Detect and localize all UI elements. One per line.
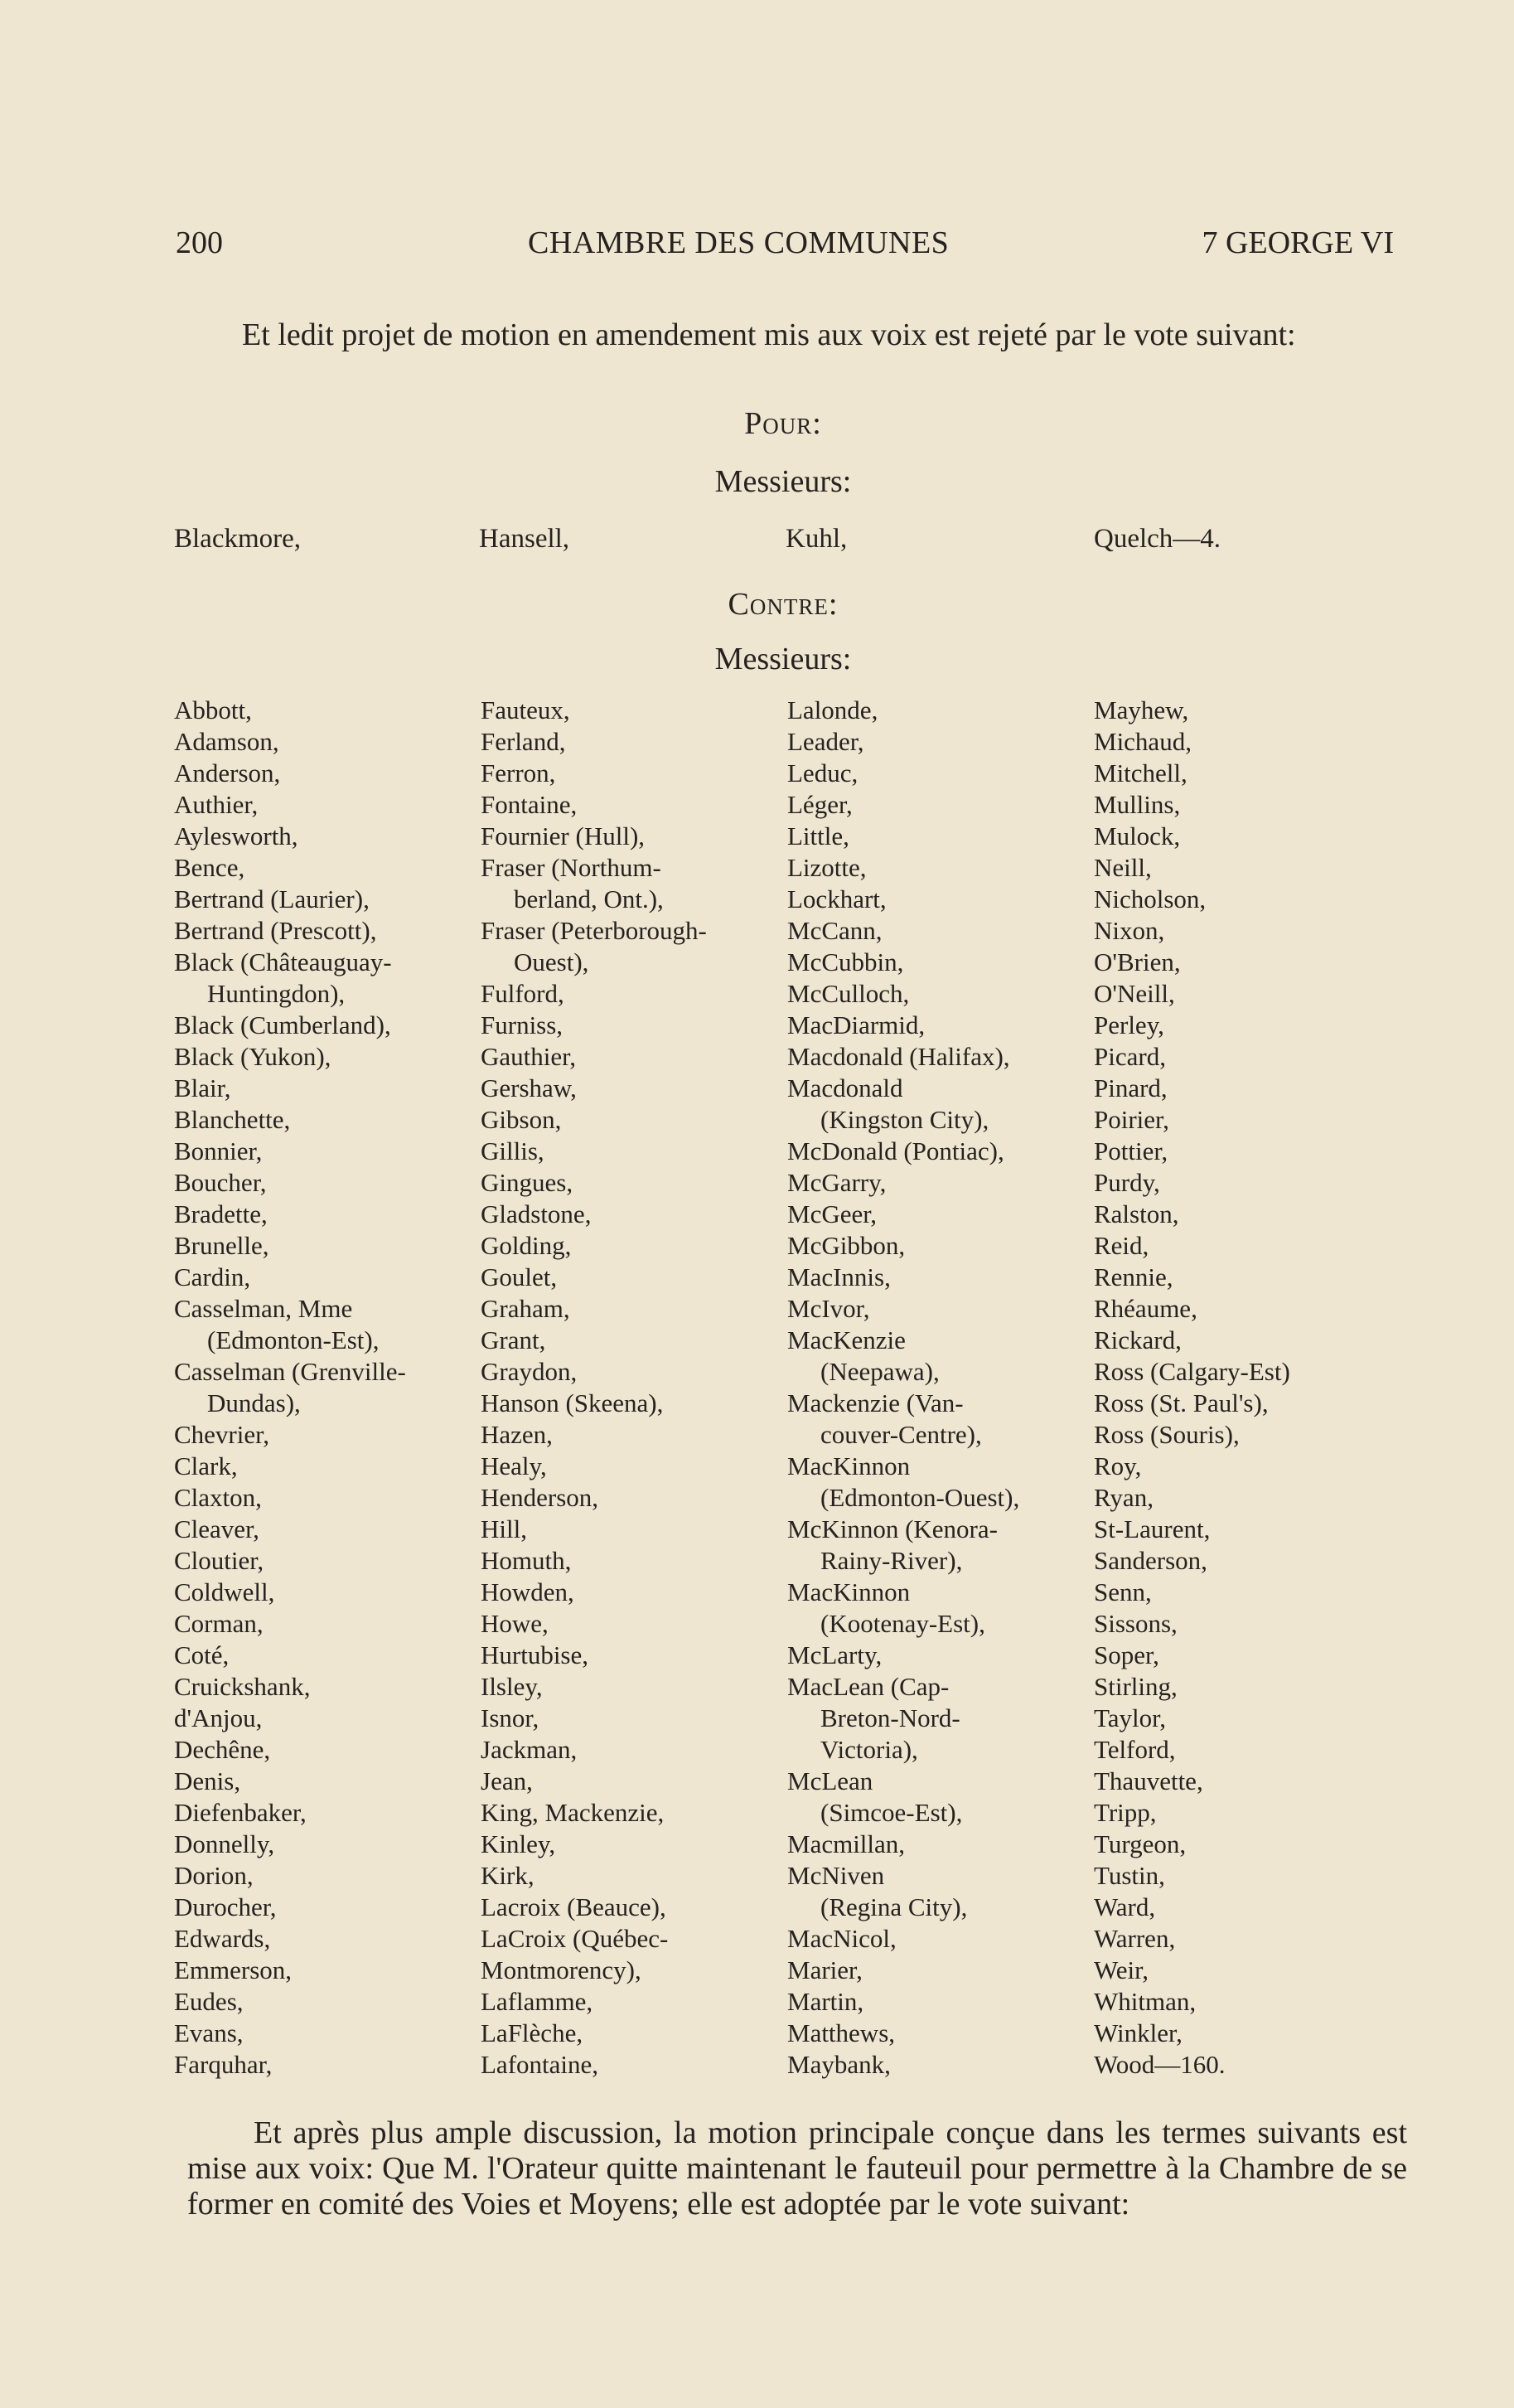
- member-name: Roy,: [1094, 1451, 1142, 1480]
- member-name: King, Mackenzie,: [481, 1798, 665, 1827]
- member-name: Telford,: [1094, 1735, 1176, 1764]
- member-name: Hazen,: [481, 1420, 553, 1449]
- member-name: McCubbin,: [787, 947, 904, 976]
- member-name: Dorion,: [174, 1861, 254, 1890]
- member-name: Claxton,: [174, 1483, 262, 1512]
- member-name: McDonald (Pontiac),: [787, 1136, 1004, 1165]
- member-name: McNiven: [787, 1861, 885, 1890]
- member-name: Rennie,: [1094, 1262, 1173, 1291]
- member-name: Eudes,: [174, 1987, 244, 2016]
- member-name: Fontaine,: [481, 790, 578, 819]
- member-name: Macdonald (Halifax),: [787, 1042, 1010, 1071]
- member-name: Macmillan,: [787, 1829, 906, 1858]
- member-name: (Kingston City),: [820, 1105, 989, 1134]
- member-name: MacDiarmid,: [787, 1010, 926, 1039]
- contre-subheading: Messieurs:: [714, 642, 852, 676]
- member-name: Laflamme,: [481, 1987, 593, 2016]
- member-name: Lockhart,: [787, 884, 887, 913]
- member-name: Ryan,: [1094, 1483, 1154, 1512]
- member-name: Black (Yukon),: [174, 1042, 331, 1071]
- member-name: Cloutier,: [174, 1546, 264, 1575]
- contre-column-1: [174, 695, 406, 2081]
- member-name: McGarry,: [787, 1168, 887, 1197]
- member-name: LaFlèche,: [481, 2018, 583, 2047]
- member-name: Coté,: [174, 1640, 230, 1669]
- member-name: Stirling,: [1094, 1672, 1178, 1701]
- member-name: Thauvette,: [1094, 1766, 1203, 1795]
- member-name: couver-Centre),: [820, 1420, 982, 1449]
- member-name: Evans,: [174, 2018, 244, 2047]
- member-name: Rhéaume,: [1094, 1294, 1197, 1323]
- pour-name: Hansell,: [479, 524, 570, 554]
- member-name: Farquhar,: [174, 2050, 273, 2079]
- member-name: MacNicol,: [787, 1924, 897, 1953]
- member-name: Dechêne,: [174, 1735, 271, 1764]
- member-name: Gauthier,: [481, 1042, 576, 1071]
- member-name: MacInnis,: [787, 1262, 891, 1291]
- contre-column-3: [787, 695, 1019, 2081]
- member-name: Winkler,: [1094, 2018, 1183, 2047]
- member-name: Chevrier,: [174, 1420, 269, 1449]
- member-name: Bonnier,: [174, 1136, 263, 1165]
- member-name: Bertrand (Prescott),: [174, 916, 377, 945]
- member-name: Rickard,: [1094, 1325, 1182, 1354]
- member-name: Sanderson,: [1094, 1546, 1207, 1575]
- member-name: Reid,: [1094, 1231, 1149, 1260]
- member-name: Blair,: [174, 1073, 231, 1102]
- member-name: Rainy-River),: [820, 1546, 963, 1575]
- member-name: MacKenzie: [787, 1325, 906, 1354]
- member-name: LaCroix (Québec-: [481, 1924, 669, 1953]
- member-name: Blanchette,: [174, 1105, 291, 1134]
- member-name: MacKinnon: [787, 1451, 911, 1480]
- member-name: Corman,: [174, 1609, 264, 1638]
- member-name: Fournier (Hull),: [481, 821, 646, 850]
- member-name: Jackman,: [481, 1735, 578, 1764]
- member-name: Boucher,: [174, 1168, 267, 1197]
- pour-subheading: Messieurs:: [714, 464, 852, 499]
- member-name: Mullins,: [1094, 790, 1181, 819]
- member-name: Grant,: [481, 1325, 546, 1354]
- member-name: Ferron,: [481, 758, 556, 787]
- member-name: Mitchell,: [1094, 758, 1187, 787]
- member-name: MacKinnon: [787, 1577, 911, 1606]
- member-name: (Edmonton-Ouest),: [820, 1483, 1020, 1512]
- running-head: [176, 222, 1394, 264]
- member-name: McLean: [787, 1766, 873, 1795]
- member-name: Homuth,: [481, 1546, 572, 1575]
- member-name: Gingues,: [481, 1168, 573, 1197]
- member-name: Lizotte,: [787, 853, 867, 882]
- member-name: St-Laurent,: [1094, 1514, 1211, 1543]
- member-name: Casselman (Grenville-: [174, 1357, 406, 1386]
- member-name: Graham,: [481, 1294, 570, 1323]
- member-name: Golding,: [481, 1231, 572, 1260]
- member-name: Jean,: [481, 1766, 533, 1795]
- member-name: Tripp,: [1094, 1798, 1157, 1827]
- member-name: MacLean (Cap-: [787, 1672, 950, 1701]
- member-name: Neill,: [1094, 853, 1152, 882]
- member-name: Michaud,: [1094, 727, 1192, 756]
- member-name: Abbott,: [174, 695, 252, 724]
- member-name: Ralston,: [1094, 1199, 1179, 1228]
- member-name: Macdonald: [787, 1073, 903, 1102]
- member-name: Aylesworth,: [174, 821, 298, 850]
- member-name: Clark,: [174, 1451, 238, 1480]
- member-name: Mayhew,: [1094, 695, 1189, 724]
- member-name: Hill,: [481, 1514, 527, 1543]
- member-name: O'Brien,: [1094, 947, 1181, 976]
- regnal-year: 7 GEORGE VI: [1202, 225, 1394, 260]
- member-name: McGibbon,: [787, 1231, 906, 1260]
- member-name: McGeer,: [787, 1199, 878, 1228]
- member-name: Wood—160.: [1094, 2050, 1226, 2079]
- member-name: Gibson,: [481, 1105, 562, 1134]
- member-name: Cruickshank,: [174, 1672, 311, 1701]
- member-name: Coldwell,: [174, 1577, 275, 1606]
- member-name: Fraser (Peterborough-: [481, 916, 707, 945]
- member-name: Fraser (Northum-: [481, 853, 661, 882]
- member-name: Howden,: [481, 1577, 574, 1606]
- member-name: Ouest),: [514, 947, 589, 976]
- member-name: Ross (St. Paul's),: [1094, 1388, 1269, 1417]
- member-name: Marier,: [787, 1955, 863, 1984]
- member-name: Authier,: [174, 790, 259, 819]
- contre-column-2: [481, 695, 707, 2081]
- member-name: Lalonde,: [787, 695, 878, 724]
- member-name: Poirier,: [1094, 1105, 1169, 1134]
- member-name: Kinley,: [481, 1829, 556, 1858]
- member-name: Hanson (Skeena),: [481, 1388, 664, 1417]
- intro-paragraph: Et ledit projet de motion en amendement mis aux voix est rejeté par le vote suivant:: [242, 317, 1296, 352]
- pour-names: [0, 522, 1514, 555]
- member-name: Tustin,: [1094, 1861, 1165, 1890]
- member-name: berland, Ont.),: [514, 884, 664, 913]
- member-name: Mackenzie (Van-: [787, 1388, 964, 1417]
- member-name: Ross (Souris),: [1094, 1420, 1240, 1449]
- member-name: Ward,: [1094, 1892, 1156, 1921]
- member-name: d'Anjou,: [174, 1703, 263, 1732]
- closing-paragraph: Et après plus ample discussion, la motion principale conçue dans les termes suivants est mise aux voix: Que M. l'Orateur quitte maintenant le fauteuil pour permettre à la Chambre de se former en comité des Voies et Moyens; elle est adoptée par le vote suivant:: [187, 2115, 1407, 2221]
- member-name: Black (Cumberland),: [174, 1010, 391, 1039]
- member-name: Weir,: [1094, 1955, 1149, 1984]
- member-name: Maybank,: [787, 2050, 891, 2079]
- member-name: Gladstone,: [481, 1199, 592, 1228]
- member-name: (Regina City),: [820, 1892, 968, 1921]
- member-name: Dundas),: [207, 1388, 301, 1417]
- member-name: Breton-Nord-: [820, 1703, 960, 1732]
- member-name: Hurtubise,: [481, 1640, 589, 1669]
- member-name: Diefenbaker,: [174, 1798, 307, 1827]
- member-name: (Neepawa),: [820, 1357, 940, 1386]
- member-name: Goulet,: [481, 1262, 558, 1291]
- member-name: Perley,: [1094, 1010, 1164, 1039]
- member-name: Cleaver,: [174, 1514, 259, 1543]
- member-name: Fauteux,: [481, 695, 570, 724]
- member-name: Anderson,: [174, 758, 281, 787]
- member-name: Picard,: [1094, 1042, 1166, 1071]
- member-name: Victoria),: [820, 1735, 918, 1764]
- member-name: Graydon,: [481, 1357, 578, 1386]
- contre-column-4: [1094, 695, 1290, 2081]
- member-name: Warren,: [1094, 1924, 1176, 1953]
- member-name: Cardin,: [174, 1262, 251, 1291]
- member-name: Matthews,: [787, 2018, 896, 2047]
- member-name: Black (Châteauguay-: [174, 947, 392, 976]
- member-name: McKinnon (Kenora-: [787, 1514, 998, 1543]
- member-name: (Simcoe-Est),: [820, 1798, 963, 1827]
- member-name: Ross (Calgary-Est): [1094, 1357, 1290, 1386]
- member-name: Denis,: [174, 1766, 241, 1795]
- member-name: Adamson,: [174, 727, 279, 756]
- member-name: Gershaw,: [481, 1073, 577, 1102]
- member-name: Healy,: [481, 1451, 547, 1480]
- member-name: Edwards,: [174, 1924, 271, 1953]
- member-name: Nicholson,: [1094, 884, 1207, 913]
- member-name: Mulock,: [1094, 821, 1181, 850]
- member-name: Kirk,: [481, 1861, 534, 1890]
- member-name: Bence,: [174, 853, 245, 882]
- pour-name: Kuhl,: [786, 524, 848, 554]
- member-name: Casselman, Mme: [174, 1294, 353, 1323]
- member-name: Taylor,: [1094, 1703, 1166, 1732]
- member-name: Furniss,: [481, 1010, 564, 1039]
- pour-name: Blackmore,: [174, 524, 302, 554]
- member-name: Turgeon,: [1094, 1829, 1187, 1858]
- member-name: Leader,: [787, 727, 864, 756]
- member-name: (Kootenay-Est),: [820, 1609, 985, 1638]
- pour-name: Quelch—4.: [1094, 524, 1221, 554]
- member-name: Purdy,: [1094, 1168, 1160, 1197]
- member-name: Bradette,: [174, 1199, 268, 1228]
- member-name: Ilsley,: [481, 1672, 543, 1701]
- member-name: Pinard,: [1094, 1073, 1168, 1102]
- member-name: McIvor,: [787, 1294, 870, 1323]
- member-name: Whitman,: [1094, 1987, 1197, 2016]
- pour-heading: Pour:: [744, 406, 822, 441]
- member-name: Henderson,: [481, 1483, 599, 1512]
- member-name: Durocher,: [174, 1892, 277, 1921]
- member-name: Lacroix (Beauce),: [481, 1892, 666, 1921]
- member-name: Donnelly,: [174, 1829, 275, 1858]
- member-name: Leduc,: [787, 758, 859, 787]
- member-name: Gillis,: [481, 1136, 544, 1165]
- member-name: Sissons,: [1094, 1609, 1178, 1638]
- member-name: Bertrand (Laurier),: [174, 884, 370, 913]
- member-name: O'Neill,: [1094, 979, 1175, 1008]
- member-name: Pottier,: [1094, 1136, 1168, 1165]
- member-name: Martin,: [787, 1987, 864, 2016]
- member-name: Brunelle,: [174, 1231, 269, 1260]
- contre-heading: Contre:: [728, 587, 839, 622]
- member-name: Léger,: [787, 790, 853, 819]
- member-name: Montmorency),: [481, 1955, 641, 1984]
- member-name: Isnor,: [481, 1703, 539, 1732]
- member-name: Little,: [787, 821, 849, 850]
- member-name: Fulford,: [481, 979, 564, 1008]
- member-name: Ferland,: [481, 727, 566, 756]
- member-name: Senn,: [1094, 1577, 1152, 1606]
- page-number: 200: [176, 225, 223, 260]
- member-name: Huntingdon),: [207, 979, 346, 1008]
- member-name: Soper,: [1094, 1640, 1159, 1669]
- page-title: CHAMBRE DES COMMUNES: [528, 225, 950, 260]
- member-name: (Edmonton-Est),: [207, 1325, 380, 1354]
- member-name: Lafontaine,: [481, 2050, 599, 2079]
- member-name: McCulloch,: [787, 979, 910, 1008]
- member-name: Howe,: [481, 1609, 549, 1638]
- member-name: McLarty,: [787, 1640, 883, 1669]
- member-name: McCann,: [787, 916, 883, 945]
- member-name: Nixon,: [1094, 916, 1165, 945]
- member-name: Emmerson,: [174, 1955, 293, 1984]
